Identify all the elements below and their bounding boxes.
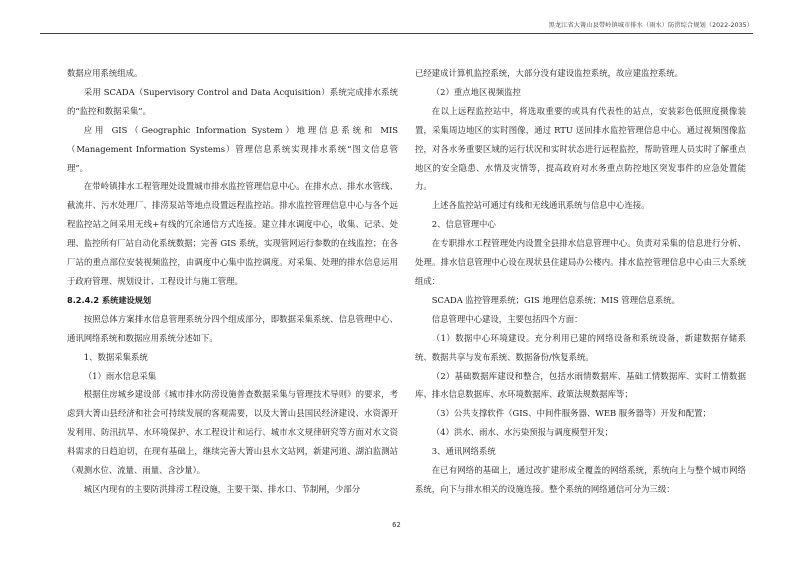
page-number: 62 [392,521,401,529]
paragraph: 在专职排水工程管理处内设置全县排水信息管理中心。负责对采集的信息进行分析、处理。排水信息管理中心设在现状县住建局办公楼内。排水监控管理信息中心由三大系统组成： [415,238,746,286]
paragraph: 城区内现有的主要防洪排涝工程设施，主要干渠、排水口、节制闸，少部分 [83,483,361,494]
paragraph: 信息管理中心建设，主要包括四个方面： [431,313,583,324]
left-column [67,64,398,499]
paragraph: 在以上远程监控站中，将选取重要的或具有代表性的站点，安装彩色低照度摄像装置，采集周边地区的实时图像，通过 RTU 送回排水监控管理信息中心。通过视频图像监控，对各水务重要区域的运行状况和实时状态进行远程监控，帮助管理人员实时了解重点地区的安全隐患、水情及灾情等，提高政府对水务重点防控地区突发事件的应急处置能力。 [415,105,746,192]
paragraph: 应用 GIS（Geographic Information System）地理信息系统和 MIS（Management Information Systems）管理信息系统实现排水系统“图文信息管理”。 [67,124,398,173]
paragraph: SCADA 监控管理系统；GIS 地理信息系统；MIS 管理信息系统。 [431,294,680,305]
subsection-title: 3、通讯网络系统 [431,446,496,457]
paragraph: 采用 SCADA（Supervisory Control and Data Acquisition）系统完成排水系统的“监控和数据采集”。 [67,86,398,116]
paragraph: （3）公共支撑软件（GIS、中间件服务器、WEB 服务器等）开发和配置； [431,408,711,419]
subsection-title: 2、信息管理中心 [431,219,496,230]
paragraph: 在已有网络的基础上，通过改扩建形成全覆盖的网络系统，系统向上与整个城市网络系统，向下与排水相关的设施连接。整个系统的网络通信可分为三级： [415,465,746,494]
paragraph: （4）洪水、雨水、水污染预报与调度模型开发； [431,427,613,438]
paragraph: 上述各监控站可通过有线和无线通讯系统与信息中心连接。 [431,200,650,211]
section-heading: 8.2.4.2 系统建设规划 [67,294,152,305]
subsection-title: 1、数据采集系统 [83,351,148,362]
paragraph: 已经建成计算机监控系统，大部分没有建设监控系统，故应建监控系统。 [415,68,683,78]
paragraph: 数据应用系统组成。 [67,68,143,78]
right-column [415,64,746,499]
page-header-title: 黑龙江省大箐山县带岭镇城市排水（雨水）防涝综合规划（2022-2035） [548,22,753,29]
paragraph: 按照总体方案排水信息管理系统分四个组成部分，即数据采集系统、信息管理中心、通讯网络系统和数据应用系统分述如下。 [67,313,398,343]
subsection-title: （2）重点地区视频监控 [431,86,521,97]
paragraph: 在带岭镇排水工程管理处设置城市排水监控管理信息中心。在排水点、排水水管线、截流井、污水处理厂、排涝泵站等地点设置远程监控站。排水监控管理信息中心与各个远程监控站之间采用无线+有线的冗余通信方式连接。建立排水调度中心，收集、记录、处理、监控所有厂站自动化系统数据；完善 GIS 系统，实现管网运行参数的在线监控；在各厂站的重点部位安装视频监控，由调度中心集中监控调度。对采集、处理的排水信息运用于政府管理、规划设计、工程设计与施工管理。 [67,181,398,286]
header-divider [40,33,753,34]
subsection-title: （1）雨水信息采集 [83,370,157,381]
paragraph: （2）基础数据库建设和整合，包括水雨情数据库、基础工情数据库、实时工情数据库、排水信息数据库、水环境数据库、政策法规数据库等； [415,370,746,400]
paragraph: （1）数据中心环境建设。充分利用已建的网络设备和系统设备，新建数据存储系统、数据共享与发布系统、数据备份/恢复系统。 [415,332,746,362]
paragraph: 根据住房城乡建设部《城市排水防涝设施普查数据采集与管理技术导则》的要求，考虑到大箐山县经济和社会可持续发展的客观需要，以及大箐山县国民经济建设、水资源开发利用、防汛抗旱、水环境保护、水工程设计和运行、城市水文规律研究等方面对水文资料需求的日趋迫切，在现有基础上，继续完善大箐山县水文站网，新建河道、湖泊监测站（观测水位、流量、雨量、含沙量）。 [67,389,398,476]
